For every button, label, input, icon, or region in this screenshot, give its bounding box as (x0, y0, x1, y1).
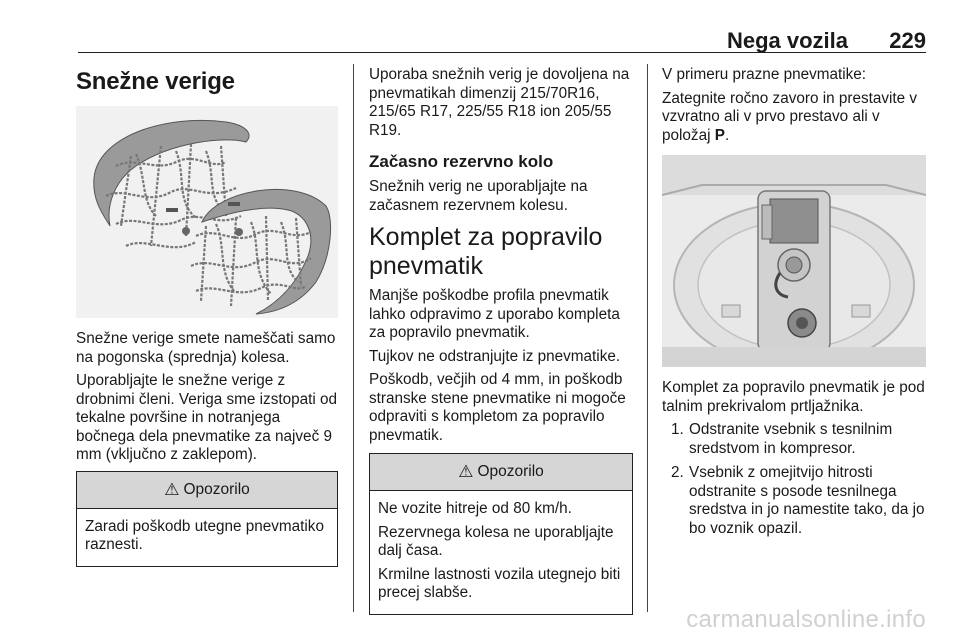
warning-label: Opozorilo (183, 480, 250, 498)
page-header (78, 22, 926, 53)
spare-wheel-paragraph: Snežnih verig ne uporabljajte na začasnem rezervnem kolesu. (369, 178, 588, 214)
warning-triangle-icon: ⚠ (164, 479, 180, 499)
list-item: 1. Odstranite vsebnik s tesnilnim sredstvom in kompresor. (671, 421, 893, 457)
warning-line-3: Krmilne lastnosti vozila utegnejo biti precej slabše. (378, 565, 621, 601)
repair-kit-heading: Komplet za popravilo pnevmatik (369, 223, 603, 280)
trunk-repair-kit-illustration (662, 155, 926, 367)
warning-body (370, 491, 632, 614)
warning-text: Zaradi poškodb utegne pnevmatiko raznesti. (85, 517, 324, 553)
warning-label: Opozorilo (477, 463, 544, 480)
page-number: 229 (889, 28, 926, 53)
warning-header (370, 454, 632, 491)
warning-header (77, 472, 337, 509)
column-divider (353, 64, 354, 612)
flat-tyre-intro: V primeru prazne pnevmatike: (662, 66, 867, 83)
column-snow-chains (76, 62, 338, 567)
repair-kit-paragraph-2: Tujkov ne odstranjujte iz pnevmatike. (369, 347, 621, 365)
snow-chains-paragraph-1: Snežne verige smete nameščati samo na pogonska (sprednja) kolesa. (76, 330, 336, 366)
column-tyre-repair (369, 62, 633, 615)
repair-kit-paragraph-3: Poškodb, večjih od 4 mm, in poškodb stranske stene pnevmatike ni mogoče odpraviti s kompletom za popravilo pnevmatik. (369, 371, 626, 444)
column-divider (647, 64, 648, 612)
warning-line-1: Ne vozite hitreje od 80 km/h. (378, 500, 572, 517)
flat-tyre-instruction: Zategnite ročno zavoro in prestavite v vzvratno ali v prvo prestavo ali v položaj P. (662, 89, 918, 144)
watermark: carmanualsonline.info (686, 606, 926, 633)
steps-list (662, 421, 926, 538)
warning-line-2: Rezervnega kolesa ne uporabljajte dalj časa. (378, 523, 614, 559)
warning-body (77, 509, 337, 566)
warning-box (369, 453, 633, 615)
warning-triangle-icon: ⚠ (458, 462, 474, 481)
column-flat-tyre (662, 62, 926, 544)
snow-chains-paragraph-2: Uporabljajte le snežne verige z drobnimi členi. Veriga sme izstopati od tekalne površine in notranjega bočnega dela pnevmatike za največ 9 mm (vključno z zaklepom). (76, 372, 338, 463)
snow-chains-sizes-paragraph: Uporaba snežnih verig je dovoljena na pnevmatikah dimenzij 215/70R16, 215/65 R17, 225/55 R18 ion 205/55 R19. (369, 66, 630, 139)
section-title: Nega vozila (726, 28, 848, 53)
repair-kit-location: Komplet za popravilo pnevmatik je pod talnim prekrivalom prtljažnika. (662, 379, 925, 415)
repair-kit-paragraph-1: Manjše poškodbe profila pnevmatik lahko odpravimo z uporabo kompleta za popravilo pnevmatik. (369, 287, 620, 341)
list-item: 2. Vsebnik z omejitvijo hitrosti odstranite s posode tesnilnega sredstva in jo namestite tako, da jo bo voznik opazil. (671, 464, 925, 537)
snow-chains-illustration (76, 106, 338, 318)
spare-wheel-heading: Začasno rezervno kolo (369, 152, 554, 171)
snow-chains-heading: Snežne verige (76, 68, 235, 95)
warning-box (76, 471, 338, 567)
